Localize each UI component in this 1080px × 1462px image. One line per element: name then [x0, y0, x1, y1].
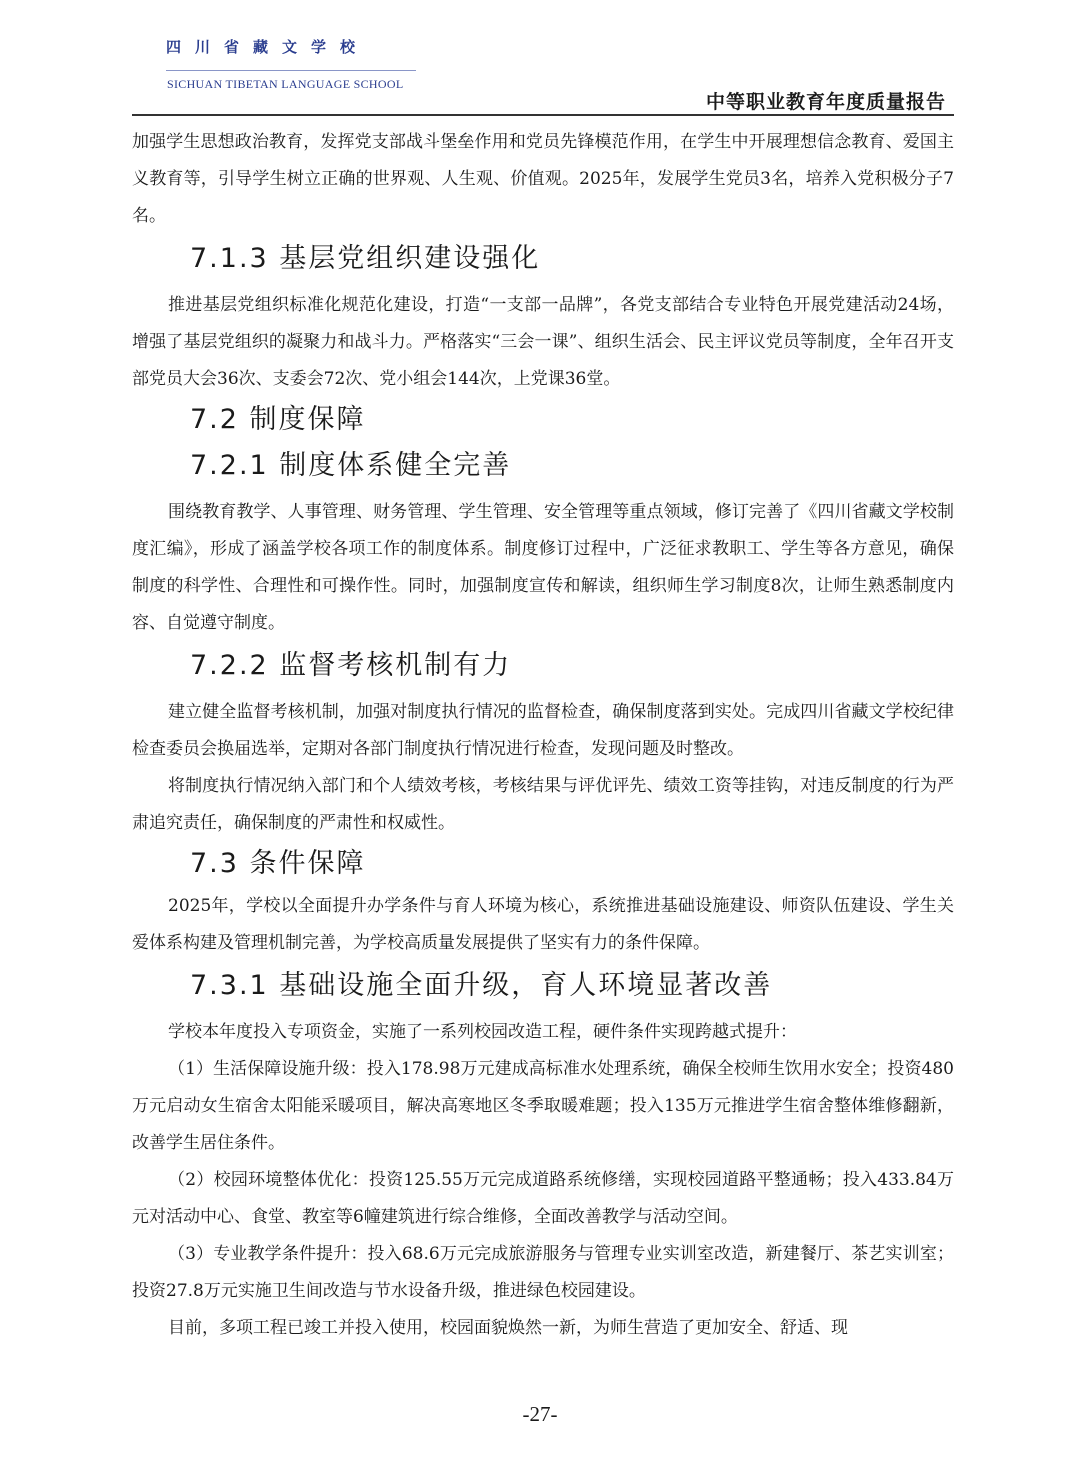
body-paragraph: 建立健全监督考核机制，加强对制度执行情况的监督检查，确保制度落到实处。完成四川省藏文学校纪律检查委员会换届选举，定期对各部门制度执行情况进行检查，发现问题及时整改。 [132, 702, 954, 759]
body-paragraph: 将制度执行情况纳入部门和个人绩效考核，考核结果与评优评先、绩效工资等挂钩，对违反制度的行为严肃追究责任，确保制度的严肃性和权威性。 [132, 776, 954, 833]
subsection-heading: 7.2.1 制度体系健全完善 [190, 450, 512, 481]
body-paragraph: （3）专业教学条件提升：投入68.6万元完成旅游服务与管理专业实训室改造，新建餐厅、茶艺实训室；投资27.8万元实施卫生间改造与节水设备升级，推进绿色校园建设。 [132, 1244, 954, 1301]
body-paragraph: 加强学生思想政治教育，发挥党支部战斗堡垒作用和党员先锋模范作用，在学生中开展理想信念教育、爱国主义教育等，引导学生树立正确的世界观、人生观、价值观。2025年，发展学生党员3名，培养入党积极分子7名。 [132, 132, 954, 226]
section-heading: 7.3 条件保障 [190, 848, 366, 879]
subsection-heading: 7.2.2 监督考核机制有力 [190, 650, 512, 681]
body-paragraph: 2025年，学校以全面提升办学条件与育人环境为核心，系统推进基础设施建设、师资队伍建设、学生关爱体系构建及管理机制完善，为学校高质量发展提供了坚实有力的条件保障。 [132, 896, 954, 953]
subsection-heading: 7.3.1 基础设施全面升级，育人环境显著改善 [190, 970, 773, 1001]
body-paragraph: （2）校园环境整体优化：投资125.55万元完成道路系统修缮，实现校园道路平整通畅；投入433.84万元对活动中心、食堂、教室等6幢建筑进行综合维修，全面改善教学与活动空间。 [132, 1170, 954, 1227]
section-heading: 7.2 制度保障 [190, 404, 366, 435]
body-paragraph: 学校本年度投入专项资金，实施了一系列校园改造工程，硬件条件实现跨越式提升： [168, 1022, 797, 1042]
school-name-en: SICHUAN TIBETAN LANGUAGE SCHOOL [167, 77, 404, 91]
header-divider [132, 114, 954, 116]
body-paragraph: 目前，多项工程已竣工并投入使用，校园面貌焕然一新，为师生营造了更加安全、舒适、现 [168, 1318, 848, 1338]
school-name-cn: 四川省藏文学校 [166, 38, 370, 56]
body-paragraph: （1）生活保障设施升级：投入178.98万元建成高标准水处理系统，确保全校师生饮用水安全；投资480万元启动女生宿舍太阳能采暖项目，解决高寒地区冬季取暖难题；投入135万元推进学生宿舍整体维修翻新，改善学生居住条件。 [132, 1059, 954, 1153]
report-title: 中等职业教育年度质量报告 [705, 91, 946, 113]
page-body [132, 124, 954, 1347]
page-number: -27- [522, 1402, 558, 1426]
body-paragraph: 围绕教育教学、人事管理、财务管理、学生管理、安全管理等重点领域，修订完善了《四川省藏文学校制度汇编》，形成了涵盖学校各项工作的制度体系。制度修订过程中，广泛征求教职工、学生等各方意见，确保制度的科学性、合理性和可操作性。同时，加强制度宣传和解读，组织师生学习制度8次，让师生熟悉制度内容、自觉遵守制度。 [132, 502, 954, 633]
header-logo-rule [166, 70, 416, 71]
subsection-heading: 7.1.3 基层党组织建设强化 [190, 243, 541, 274]
body-paragraph: 推进基层党组织标准化规范化建设，打造“一支部一品牌”，各党支部结合专业特色开展党建活动24场，增强了基层党组织的凝聚力和战斗力。严格落实“三会一课”、组织生活会、民主评议党员等制度，全年召开支部党员大会36次、支委会72次、党小组会144次，上党课36堂。 [132, 295, 954, 389]
